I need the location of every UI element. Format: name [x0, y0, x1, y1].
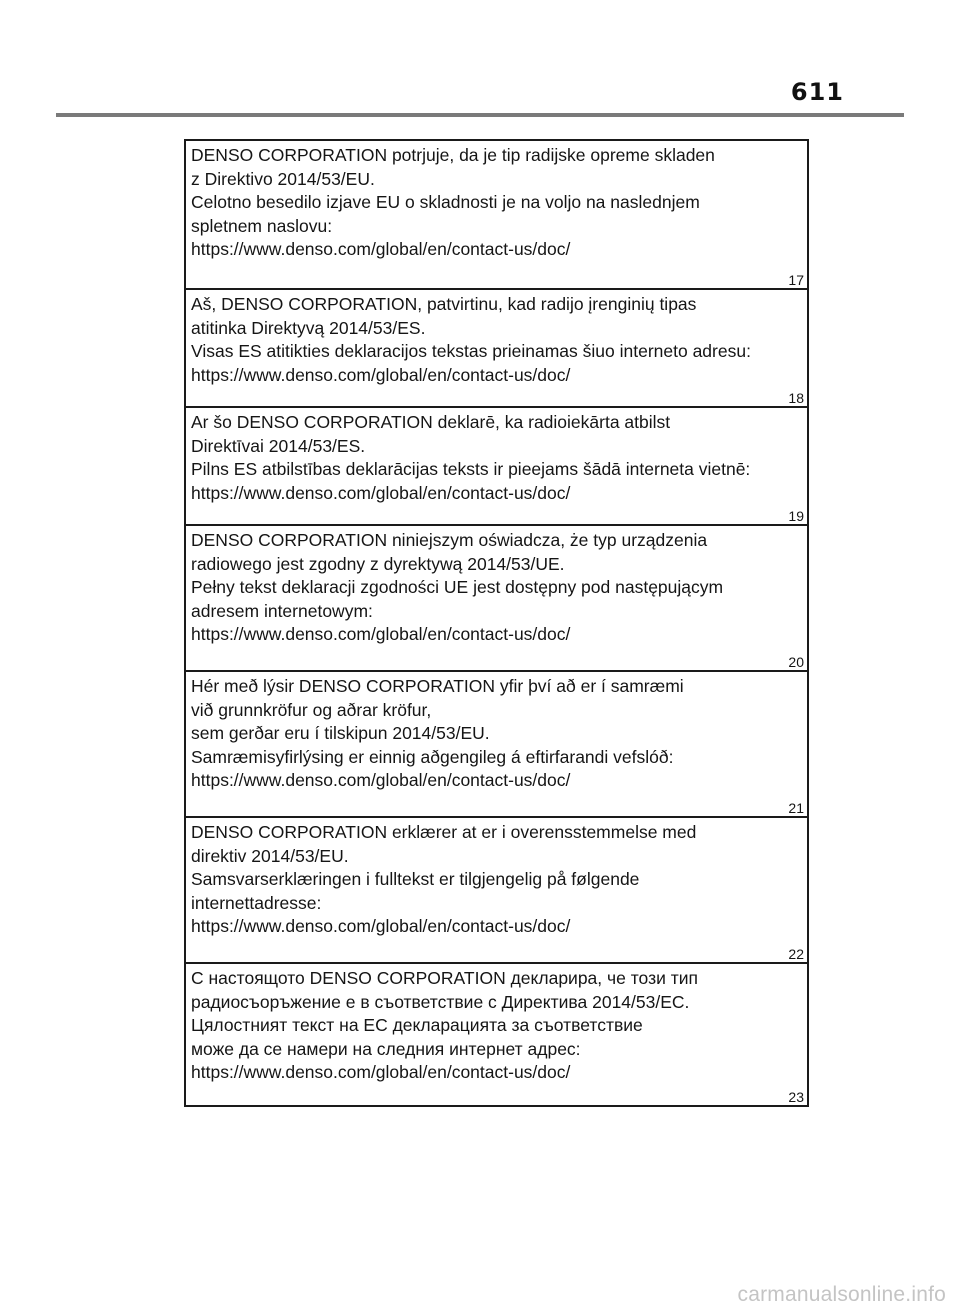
- footer-watermark: carmanualsonline.info: [737, 1283, 946, 1306]
- declaration-text: С настоящото DENSO CORPORATION декларира, че този тип радиосъоръжение е в съответствие с Директива 2014/53/ЕС. Цялостният текст на ЕС декларацията за съответствие може да се намери на следния интернет адрес: https://www.denso.com/global/en/contact-us/doc/: [191, 968, 699, 1082]
- declaration-number: 19: [788, 508, 804, 524]
- declaration-row-polish: [186, 524, 807, 670]
- declaration-text: Ar šo DENSO CORPORATION deklarē, ka radioiekārta atbilst Direktīvai 2014/53/ES. Pilns ES atbilstības deklarācijas teksts ir pieejams šādā interneta vietnē: https://www.denso.com/global/en/contact-us/doc/: [191, 412, 751, 503]
- declaration-text: DENSO CORPORATION potrjuje, da je tip radijske opreme skladen z Direktivo 2014/53/EU. Celotno besedilo izjave EU o skladnosti je na voljo na naslednjem spletnem naslovu: https://www.denso.com/global/en/contact-us/doc/: [191, 145, 715, 259]
- declaration-text: DENSO CORPORATION erklærer at er i overensstemmelse med direktiv 2014/53/EU. Samsvarserklæringen i fulltekst er tilgjengelig på følgende internettadresse: https://www.denso.com/global/en/contact-us/doc/: [191, 822, 697, 936]
- declaration-number: 20: [788, 654, 804, 670]
- declaration-row-icelandic: [186, 670, 807, 816]
- declaration-row-slovenian: [186, 141, 807, 288]
- declaration-number: 17: [788, 272, 804, 288]
- declaration-number: 22: [788, 946, 804, 962]
- declaration-table: [184, 139, 809, 1107]
- declaration-row-bulgarian: [186, 962, 807, 1105]
- declaration-row-norwegian: [186, 816, 807, 962]
- declaration-text: DENSO CORPORATION niniejszym oświadcza, że typ urządzenia radiowego jest zgodny z dyrektywą 2014/53/UE. Pełny tekst deklaracji zgodności UE jest dostępny pod następującym adresem internetowym: https://www.denso.com/global/en/contact-us/doc/: [191, 530, 724, 644]
- declaration-row-lithuanian: [186, 288, 807, 406]
- declaration-number: 21: [788, 800, 804, 816]
- declaration-text: Aš, DENSO CORPORATION, patvirtinu, kad radijo įrenginių tipas atitinka Direktyvą 2014/53/ES. Visas ES atitikties deklaracijos tekstas prieinamas šiuo interneto adresu: https://www.denso.com/global/en/contact-us/doc/: [191, 294, 751, 385]
- declaration-text: Hér með lýsir DENSO CORPORATION yfir því að er í samræmi við grunnkröfur og aðrar kröfur, sem gerðar eru í tilskipun 2014/53/EU. Samræmisyfirlýsing er einnig aðgengileg á eftirfarandi vefslóð: https://www.denso.com/global/en/contact-us/doc/: [191, 676, 684, 790]
- header-rule: [56, 113, 904, 117]
- declaration-row-latvian: [186, 406, 807, 524]
- page-number: 611: [790, 78, 844, 106]
- declaration-number: 18: [788, 390, 804, 406]
- declaration-number: 23: [788, 1089, 804, 1105]
